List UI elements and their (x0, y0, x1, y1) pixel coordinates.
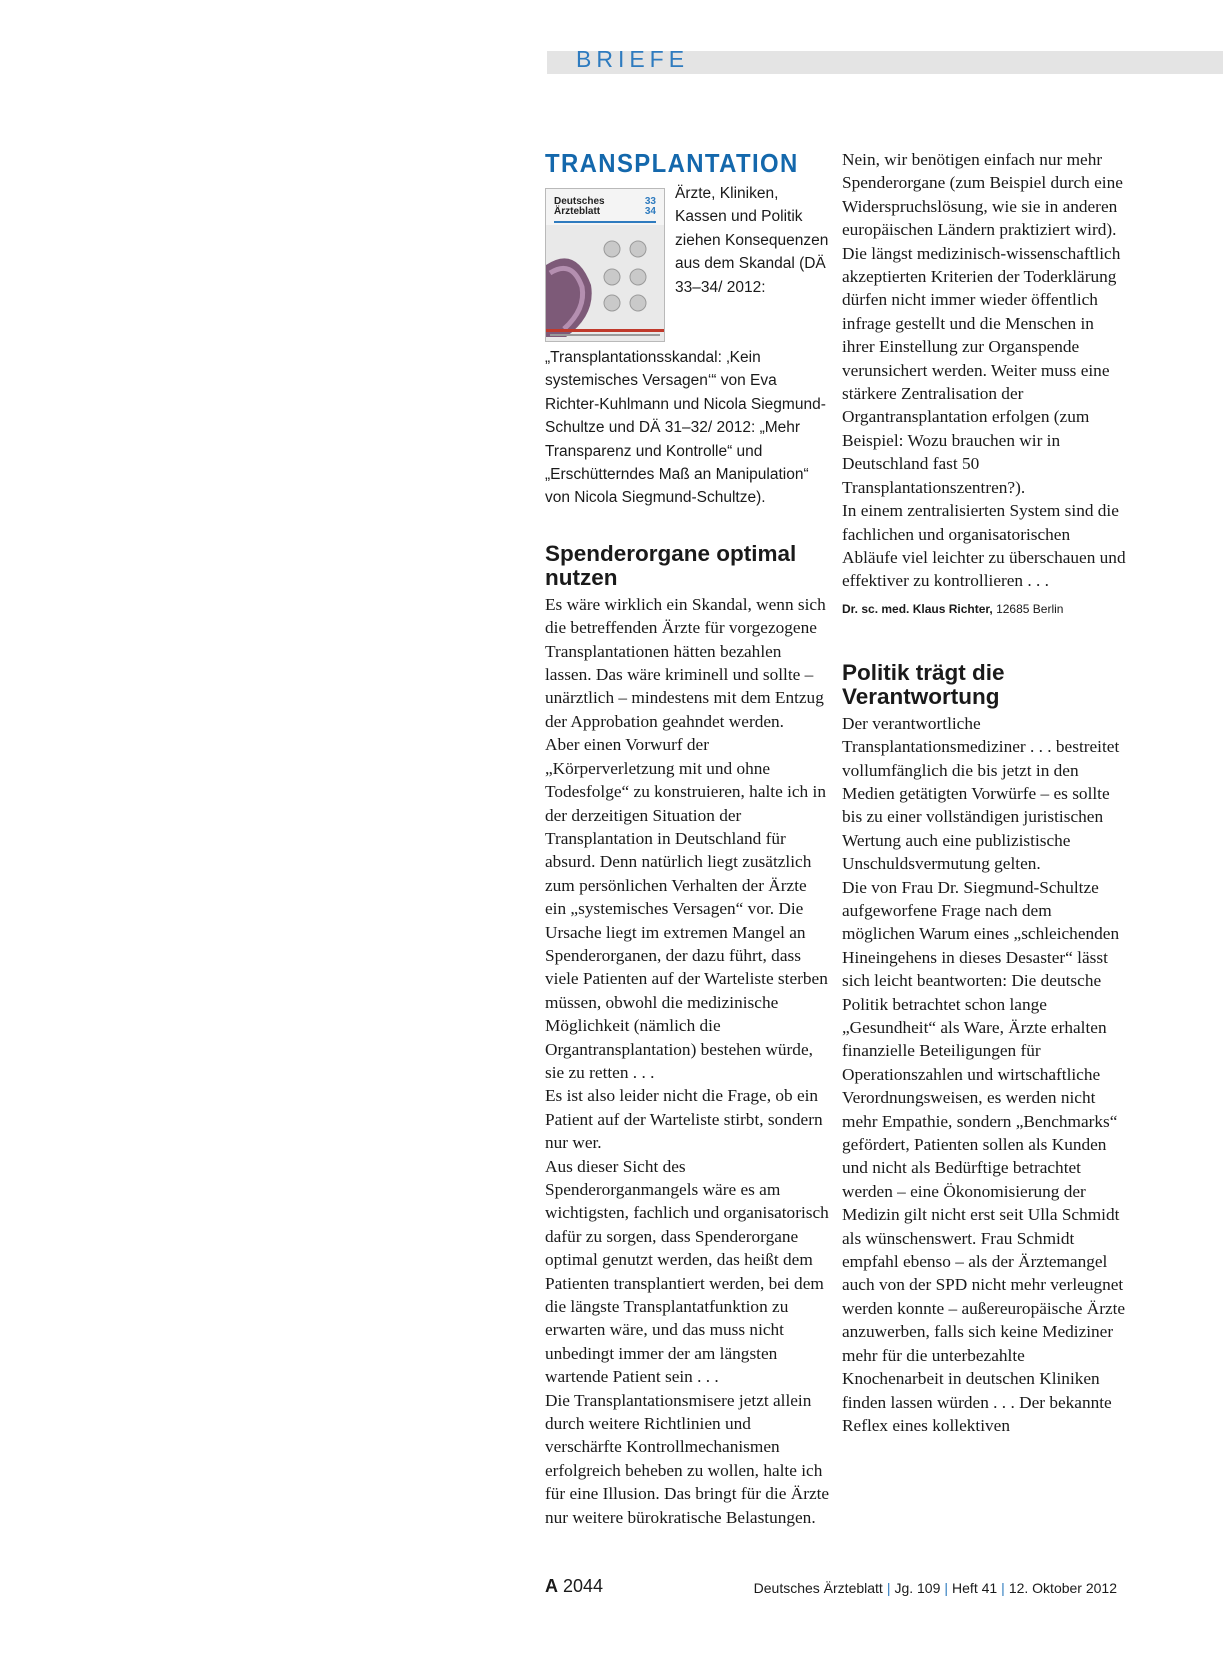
cover-title: Deutsches Ärzteblatt (554, 196, 605, 217)
footer-volume: Jg. 109 (894, 1580, 941, 1596)
letter-1-paragraph: Aus dieser Sicht des Spenderorganmangels wäre es am wichtigsten, fachlich und organisatorisch dafür zu sorgen, dass Spenderorgane optimal genutzt werden, das heißt dem Patienten transplantiert werden, bei dem die längste Transplantatfunktion zu erwarten wäre, und das muss nicht unbedingt immer der am längsten wartende Patient sein . . . (545, 1156, 829, 1387)
letter-1-paragraph: Es wäre wirklich ein Skandal, wenn sich die betreffenden Ärzte für vorgezogene Transplantationen hätten bezahlen lassen. Das wäre kriminell und sollte – unärztlich – mindestens mit dem Entzug der Approbation geahndet werden. (545, 594, 826, 731)
footer-citation (754, 1580, 1117, 1596)
letter-1-paragraph: Aber einen Vorwurf der „Körperverletzung mit und ohne Todesfolge“ zu konstruieren, halte ich in der derzeitigen Situation der Transplantation in Deutschland für absurd. Denn natürlich liegt zusätzlich zum persönlichen Verhalten der Ärzte ein „systemisches Versagen“ vor. Die Ursache liegt im extremen Mangel an Spenderorganen, der dazu führt, dass viele Patienten auf der Warteliste sterben müssen, obwohl die medizinische Möglichkeit (nämlich die Organtransplantation) bestehen würde, sie zu retten . . . (545, 735, 828, 1082)
letter-2-heading: Politik trägt die Verantwortung (842, 659, 1005, 709)
letter-2-paragraph: Der verantwortliche Transplantationsmediziner . . . bestreitet vollumfänglich die bis jetzt in den Medien getätigten Vorwürfe – es sollte bis zu einer vollständigen juristischen Wertung auch eine publizistische Unschuldsvermutung gelten. (842, 713, 1120, 874)
footer-separator: | (944, 1580, 949, 1596)
letter-1-heading: Spenderorgane optimal nutzen (545, 540, 797, 590)
magazine-cover-image (545, 188, 665, 342)
footer-journal: Deutsches Ärzteblatt (753, 1580, 883, 1596)
section-label: BRIEFE (576, 46, 690, 72)
footer-separator: | (886, 1580, 891, 1596)
footer-date: 12. Oktober 2012 (1008, 1580, 1117, 1596)
letter-1-continuation (842, 148, 1128, 593)
letter-1-signature (842, 599, 1128, 619)
page-number: A 2044 (545, 1576, 604, 1596)
footer-separator: | (1001, 1580, 1005, 1596)
signature-name: Dr. sc. med. Klaus Richter, (842, 601, 993, 616)
right-column (842, 148, 1128, 1437)
cover-rule (554, 221, 656, 223)
letter-1-paragraph: Die Transplantationsmisere jetzt allein durch weitere Richtlinien und verschärfte Kontrollmechanismen erfolgreich beheben zu wollen, halte ich für eine Illusion. Das bringt für die Ärzte nur weitere bürokratische Belastungen. (545, 1390, 830, 1527)
cover-pills-illustration (546, 225, 664, 341)
topic-intro: Ärzte, Kliniken, Kassen und Politik ziehen Konsequenzen aus dem Skandal (DÄ 33–34/ 2012: „Transplantationsskandal: ‚Kein systemisches Versagen‘“ von Eva Richter-Kuhlmann und Nicola Siegmund-Schultze und DÄ 31–32/ 2012: „Mehr Transparenz und Kontrolle“ und „Erschütterndes Maß an Manipulation“ von Nicola Siegmund-Schultze). (545, 185, 829, 507)
left-column (545, 148, 831, 1529)
footer-issue: Heft 41 (952, 1580, 998, 1596)
topic-title: TRANSPLANTATION (545, 148, 799, 178)
letter-1-body (545, 593, 831, 1529)
letter-1-paragraph: Nein, wir benötigen einfach nur mehr Spenderorgane (zum Beispiel durch eine Widerspruchslösung, wie sie in anderen europäischen Ländern praktiziert wird). Die längst medizinisch-wissenschaftlich akzeptierten Kriterien der Toderklärung dürfen nicht immer wieder öffentlich infrage gestellt und die Menschen in ihrer Einstellung zur Organspende verunsichert werden. Weiter muss eine stärkere Zentralisation der Organtransplantation erfolgen (zum Beispiel: Wozu brauchen wir in Deutschland fast 50 Transplantationszentren?). (842, 150, 1123, 497)
cover-issue-number: 33 34 (644, 196, 656, 217)
signature-place: 12685 Berlin (996, 601, 1064, 616)
letter-2-body (842, 712, 1128, 1438)
letter-1-paragraph: In einem zentralisierten System sind die fachlichen und organisatorischen Abläufe viel leichter zu überschauen und effektiver zu kontrollieren . . . (842, 501, 1126, 591)
letter-2-paragraph: Die von Frau Dr. Siegmund-Schultze aufgeworfene Frage nach dem möglichen Warum eines „schleichenden Hineingehens in dieses Desaster“ lässt sich leicht beantworten: Die deutsche Politik betrachtet schon lange „Gesundheit“ als Ware, Ärzte erhalten finanzielle Beteiligungen für Operationszahlen und wirtschaftliche Verordnungsweisen, es werden nicht mehr Empathie, sondern „Benchmarks“ gefördert, Patienten sollen als Kunden und nicht als Bedürftige betrachtet werden – eine Ökonomisierung der Medizin gilt nicht erst seit Ulla Schmidt als wünschenswert. Frau Schmidt empfahl ebenso – als der Ärztemangel auch von der SPD nicht mehr verleugnet werden konnte – außereuropäische Ärzte anzuwerben, falls sich keine Mediziner mehr für die unterbezahlte Knochenarbeit in deutschen Kliniken finden lassen würden . . . Der bekannte Reflex eines kollektiven (842, 877, 1126, 1435)
letter-1-paragraph: Es ist also leider nicht die Frage, ob ein Patient auf der Warteliste stirbt, sondern nur wer. (545, 1086, 823, 1153)
